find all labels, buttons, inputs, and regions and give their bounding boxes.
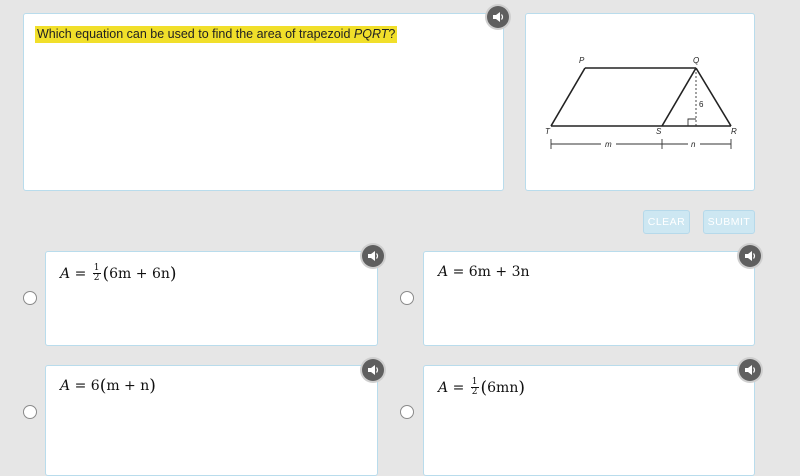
label-s: S bbox=[656, 127, 662, 136]
answer-a-card[interactable] bbox=[45, 251, 378, 346]
trapezoid-diagram bbox=[526, 14, 754, 190]
answer-b-radio[interactable] bbox=[400, 291, 414, 305]
question-card bbox=[23, 13, 504, 191]
answer-d-card[interactable] bbox=[423, 365, 755, 476]
question-speaker-icon[interactable] bbox=[487, 6, 509, 28]
answer-d-radio[interactable] bbox=[400, 405, 414, 419]
label-t: T bbox=[545, 127, 550, 136]
answer-c-card[interactable] bbox=[45, 365, 378, 476]
answer-d-equation: A = $\frac{1}{2}$ ( 6mn ) bbox=[438, 377, 525, 398]
answer-d-speaker-icon[interactable] bbox=[739, 359, 761, 381]
label-r: R bbox=[731, 127, 737, 136]
side-qs bbox=[662, 68, 696, 126]
answer-a-radio[interactable] bbox=[23, 291, 37, 305]
clear-button[interactable]: CLEAR bbox=[643, 210, 690, 234]
submit-button[interactable]: SUBMIT bbox=[703, 210, 755, 234]
answer-b-card[interactable] bbox=[423, 251, 755, 346]
right-angle-mark bbox=[688, 119, 696, 126]
label-m: m bbox=[605, 140, 612, 149]
figure-card bbox=[525, 13, 755, 191]
label-n: n bbox=[691, 140, 696, 149]
answer-a-equation: A = $\frac{1}{2}$ ( 6m + 6n ) bbox=[60, 263, 177, 284]
answer-a-speaker-icon[interactable] bbox=[362, 245, 384, 267]
side-tp bbox=[551, 68, 585, 126]
label-height: 6 bbox=[699, 100, 704, 109]
question-text: Which equation can be used to find the area of trapezoid PQRT? bbox=[37, 27, 396, 41]
label-q: Q bbox=[693, 56, 700, 65]
answer-b-equation: A = 6m + 3n bbox=[438, 264, 530, 280]
answer-c-radio[interactable] bbox=[23, 405, 37, 419]
answer-b-speaker-icon[interactable] bbox=[739, 245, 761, 267]
side-qr bbox=[696, 68, 731, 126]
answer-c-speaker-icon[interactable] bbox=[362, 359, 384, 381]
label-p: P bbox=[579, 56, 585, 65]
answer-c-equation: A = 6 ( m + n ) bbox=[60, 376, 156, 396]
